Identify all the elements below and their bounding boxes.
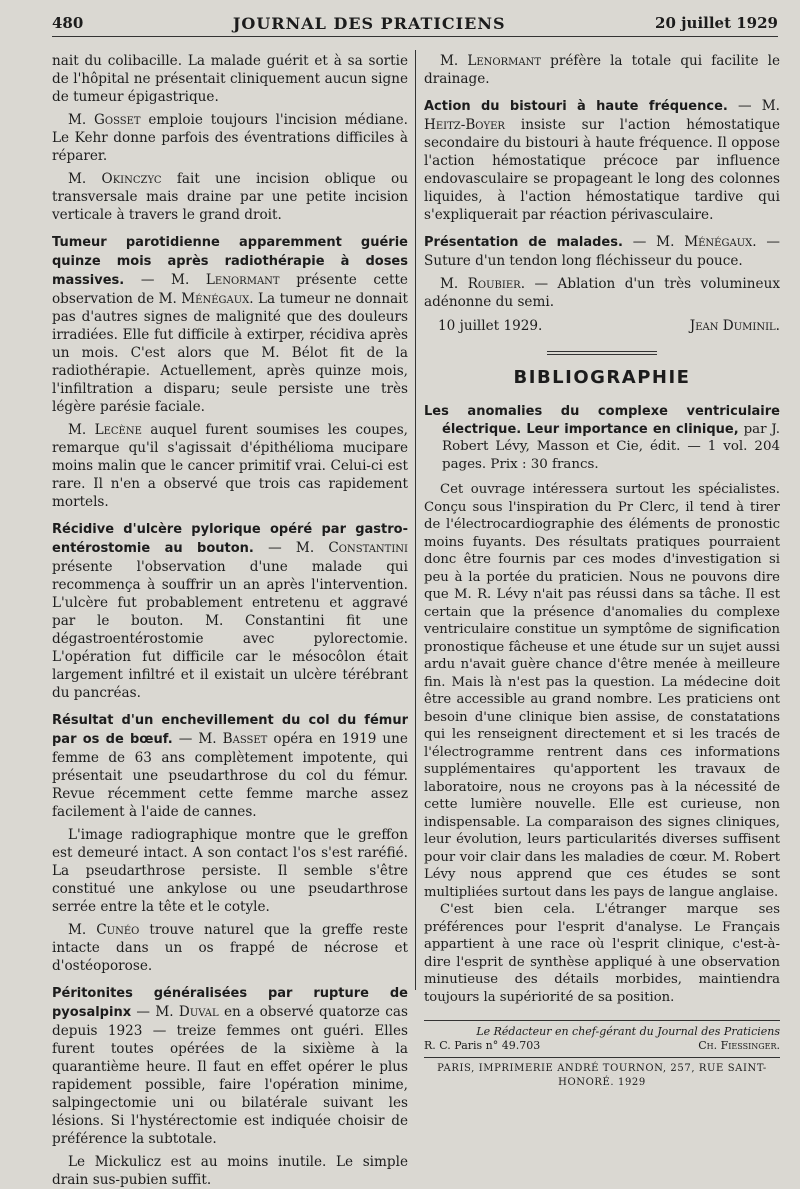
section-presentation: Présentation de malades. — M. Ménégaux. — Suture d'un tendon long fléchisseur du pouce. xyxy=(424,234,780,269)
book-entry xyxy=(424,403,780,473)
section-peritonitis: Péritonites généralisées par rupture de pyosalpinx — M. Duval en a observé quatorze cas depuis 1923 — treize femmes ont guéri. Elles furent toutes opérées de la sixième à la quarantième heure. Il faut en effet opérer le plus rapidement possible, faire l'opération minime, salpingectomie uni ou bilatérale suivant les lésions. Si l'hystérectomie est indiquée choisir de préférence la subtotale. xyxy=(52,986,408,1147)
printer-line: PARIS, IMPRIMERIE ANDRÉ TOURNON, 257, RUE SAINT-HONORÉ. 1929 xyxy=(437,1063,767,1088)
section-separator xyxy=(547,351,657,355)
page-header xyxy=(52,10,778,37)
section-bistouri: Action du bistouri à haute fréquence. — M. Heitz-Boyer insiste sur l'action hémostatique secondaire du bistouri à haute fréquence. Il oppose l'action hémostatique précoce par influence endovasculaire se propageant le long des colonnes liquides, à l'action hémostatique tardive qui s'expliquerait par réaction périvasculaire. xyxy=(424,98,780,223)
signature-date: 10 juillet 1929. xyxy=(438,318,543,334)
paragraph: Cet ouvrage intéressera surtout les spécialistes. Conçu sous l'inspiration du Pr Clerc, il tend à tirer de l'électrocardiographie des éléments de pronostic moins fuyants. Des résultats pratiques pourraient donc être fournis par ces modes d'investigation si peu à la portée du praticien. Nous ne pouvons dire que M. R. Lévy n'ait pas réussi dans sa tâche. Il est certain que la présence d'anomalies du complexe ventriculaire constitue un symptôme de signification pronostique fâcheuse et une étude sur un sujet aussi ardu n'avait guère chance d'être menée à meilleure fin. Mais là n'est pas la question. La médecine doit être accessible au grand nombre. Les praticiens ont besoin d'une clinique bien assise, de constatations qui les renseignent directement et si les tracés de l'électrogramme rentrent dans ces informations supplémentaires qu'apportent les travaux de laboratoire, nous ne croyons pas à la nécessité de cette lumière nouvelle. Elle est curieuse, non indispensable. La comparaison des signes cliniques, leur évolution, leurs particularités diverses suffisent pour voir clair dans les maladies de cœur. M. Robert Lévy nous apprend que ces études se sont multipliées surtout dans les pays de langue anglaise. xyxy=(424,482,780,900)
section-title: Tumeur parotidienne apparemment guérie quinze mois après radiothérapie à doses massives. xyxy=(52,235,408,288)
footer-rule xyxy=(424,1020,780,1021)
author-name: M. Gosset xyxy=(68,112,141,128)
book-review xyxy=(424,481,780,1006)
section-parotid: Tumeur parotidienne apparemment guérie quinze mois après radiothérapie à doses massives. — M. Lenormant présente cette observation de M. Ménégaux. La tumeur ne donnait pas d'autres signes de malignité que des douleurs irradiées. Elle fut difficile à extirper, récidiva après un mois. C'est alors que M. Bélot fit de la radiothérapie. Actuellement, après quinze mois, l'infiltration a disparu; seule persiste une très légère parésie faciale. xyxy=(52,235,408,415)
page-number: 480 xyxy=(52,14,84,32)
paragraph: L'image radiographique montre que le greffon est demeuré intact. A son contact l'os s'est raréfié. La pseudarthrose persiste. Il semble s'être constitué une ankylose ou une pseudarthrose serrée entre la tête et le cotyle. xyxy=(52,827,408,915)
paragraph: M. Gosset emploie toujours l'incision médiane. Le Kehr donne parfois des éventrations difficiles à réparer. xyxy=(52,112,408,164)
paragraph: M. Okinczyc fait une incision oblique ou transversale mais draine par une petite incision verticale à travers le grand droit. xyxy=(52,171,408,223)
section-title: Péritonites généralisées par rupture de pyosalpinx xyxy=(52,986,408,1020)
footer-rule xyxy=(424,1057,780,1058)
issue-date: 20 juillet 1929 xyxy=(655,14,778,32)
book-info: par J. Robert Lévy, Masson et Cie, édit. — 1 vol. 204 pages. Prix : 30 francs. xyxy=(442,421,780,472)
journal-title: JOURNAL DES PRATICIENS xyxy=(232,13,506,33)
column-divider xyxy=(415,50,416,990)
paragraph: M. Roubier. — Ablation d'un très volumineux adénonne du semi. xyxy=(424,276,781,310)
left-column xyxy=(52,52,409,1188)
registration-number: R. C. Paris n° 49.703 xyxy=(424,1039,541,1052)
signature-line xyxy=(424,317,780,335)
paragraph: M. Lecène auquel furent soumises les coupes, remarque qu'il s'agissait d'épithélioma mucipare moins malin que le cancer primitif vrai. Celui-ci est rare. Il n'en a observé que trois cas rapidement mortels. xyxy=(52,422,409,510)
paragraph: M. Cunéo trouve naturel que la greffe reste intacte dans un os frappé de nécrose et d'ostéoporose. xyxy=(52,922,408,974)
registration-line xyxy=(424,1039,780,1053)
editor-name: Ch. Fiessinger. xyxy=(698,1039,780,1052)
section-title: Récidive d'ulcère pylorique opéré par gastro-entérostomie au bouton. xyxy=(52,522,408,556)
editor-line: Le Rédacteur en chef-gérant du Journal des Praticiens xyxy=(476,1025,780,1038)
section-femur: Résultat d'un enchevillement du col du fémur par os de bœuf. — M. Basset opéra en 1919 une femme de 63 ans complètement impotente, qui présentait une pseudarthrose du col du fémur. Revue récemment cette femme marche assez facilement à l'aide de cannes. xyxy=(52,713,408,820)
paragraph: nait du colibacille. La malade guérit et à sa sortie de l'hôpital ne présentait cliniquement aucun signe de tumeur épigastrique. xyxy=(52,53,408,105)
signature-name: Jean Duminil. xyxy=(689,318,780,334)
bibliography-heading: BIBLIOGRAPHIE xyxy=(513,367,691,388)
paragraph: Le Mickulicz est au moins inutile. Le simple drain sus-pubien suffit. xyxy=(52,1154,408,1188)
section-title: Action du bistouri à haute fréquence. xyxy=(424,99,728,114)
section-title: Présentation de malades. xyxy=(424,235,623,250)
section-title: Résultat d'un enchevillement du col du fémur par os de bœuf. xyxy=(52,713,408,747)
right-column xyxy=(424,52,781,1088)
author-name: M. Okinczyc xyxy=(68,171,162,187)
section-pyloric: Récidive d'ulcère pylorique opéré par gastro-entérostomie au bouton. — M. Constantini présente l'observation d'une malade qui recommença à souffrir un an après l'intervention. L'ulcère fut probablement entretenu et aggravé par le bouton. M. Constantini fit une dégastroentérostomie avec pylorectomie. L'opération fut difficile car le mésocôlon était largement infiltré et il existait un ulcère térébrant du pancréas. xyxy=(52,522,408,701)
book-title: Les anomalies du complexe ventriculaire électrique. Leur importance en clinique, xyxy=(424,404,780,437)
paragraph: C'est bien cela. L'étranger marque ses préférences pour l'esprit d'analyse. Le Français appartient à une race où l'esprit clinique, c'est-à-dire l'esprit de synthèse appliqué à une observation minutieuse des détails morbides, maintiendra toujours la supériorité de sa position. xyxy=(424,902,780,1005)
paragraph: M. Lenormant préfère la totale qui facilite le drainage. xyxy=(424,53,780,87)
